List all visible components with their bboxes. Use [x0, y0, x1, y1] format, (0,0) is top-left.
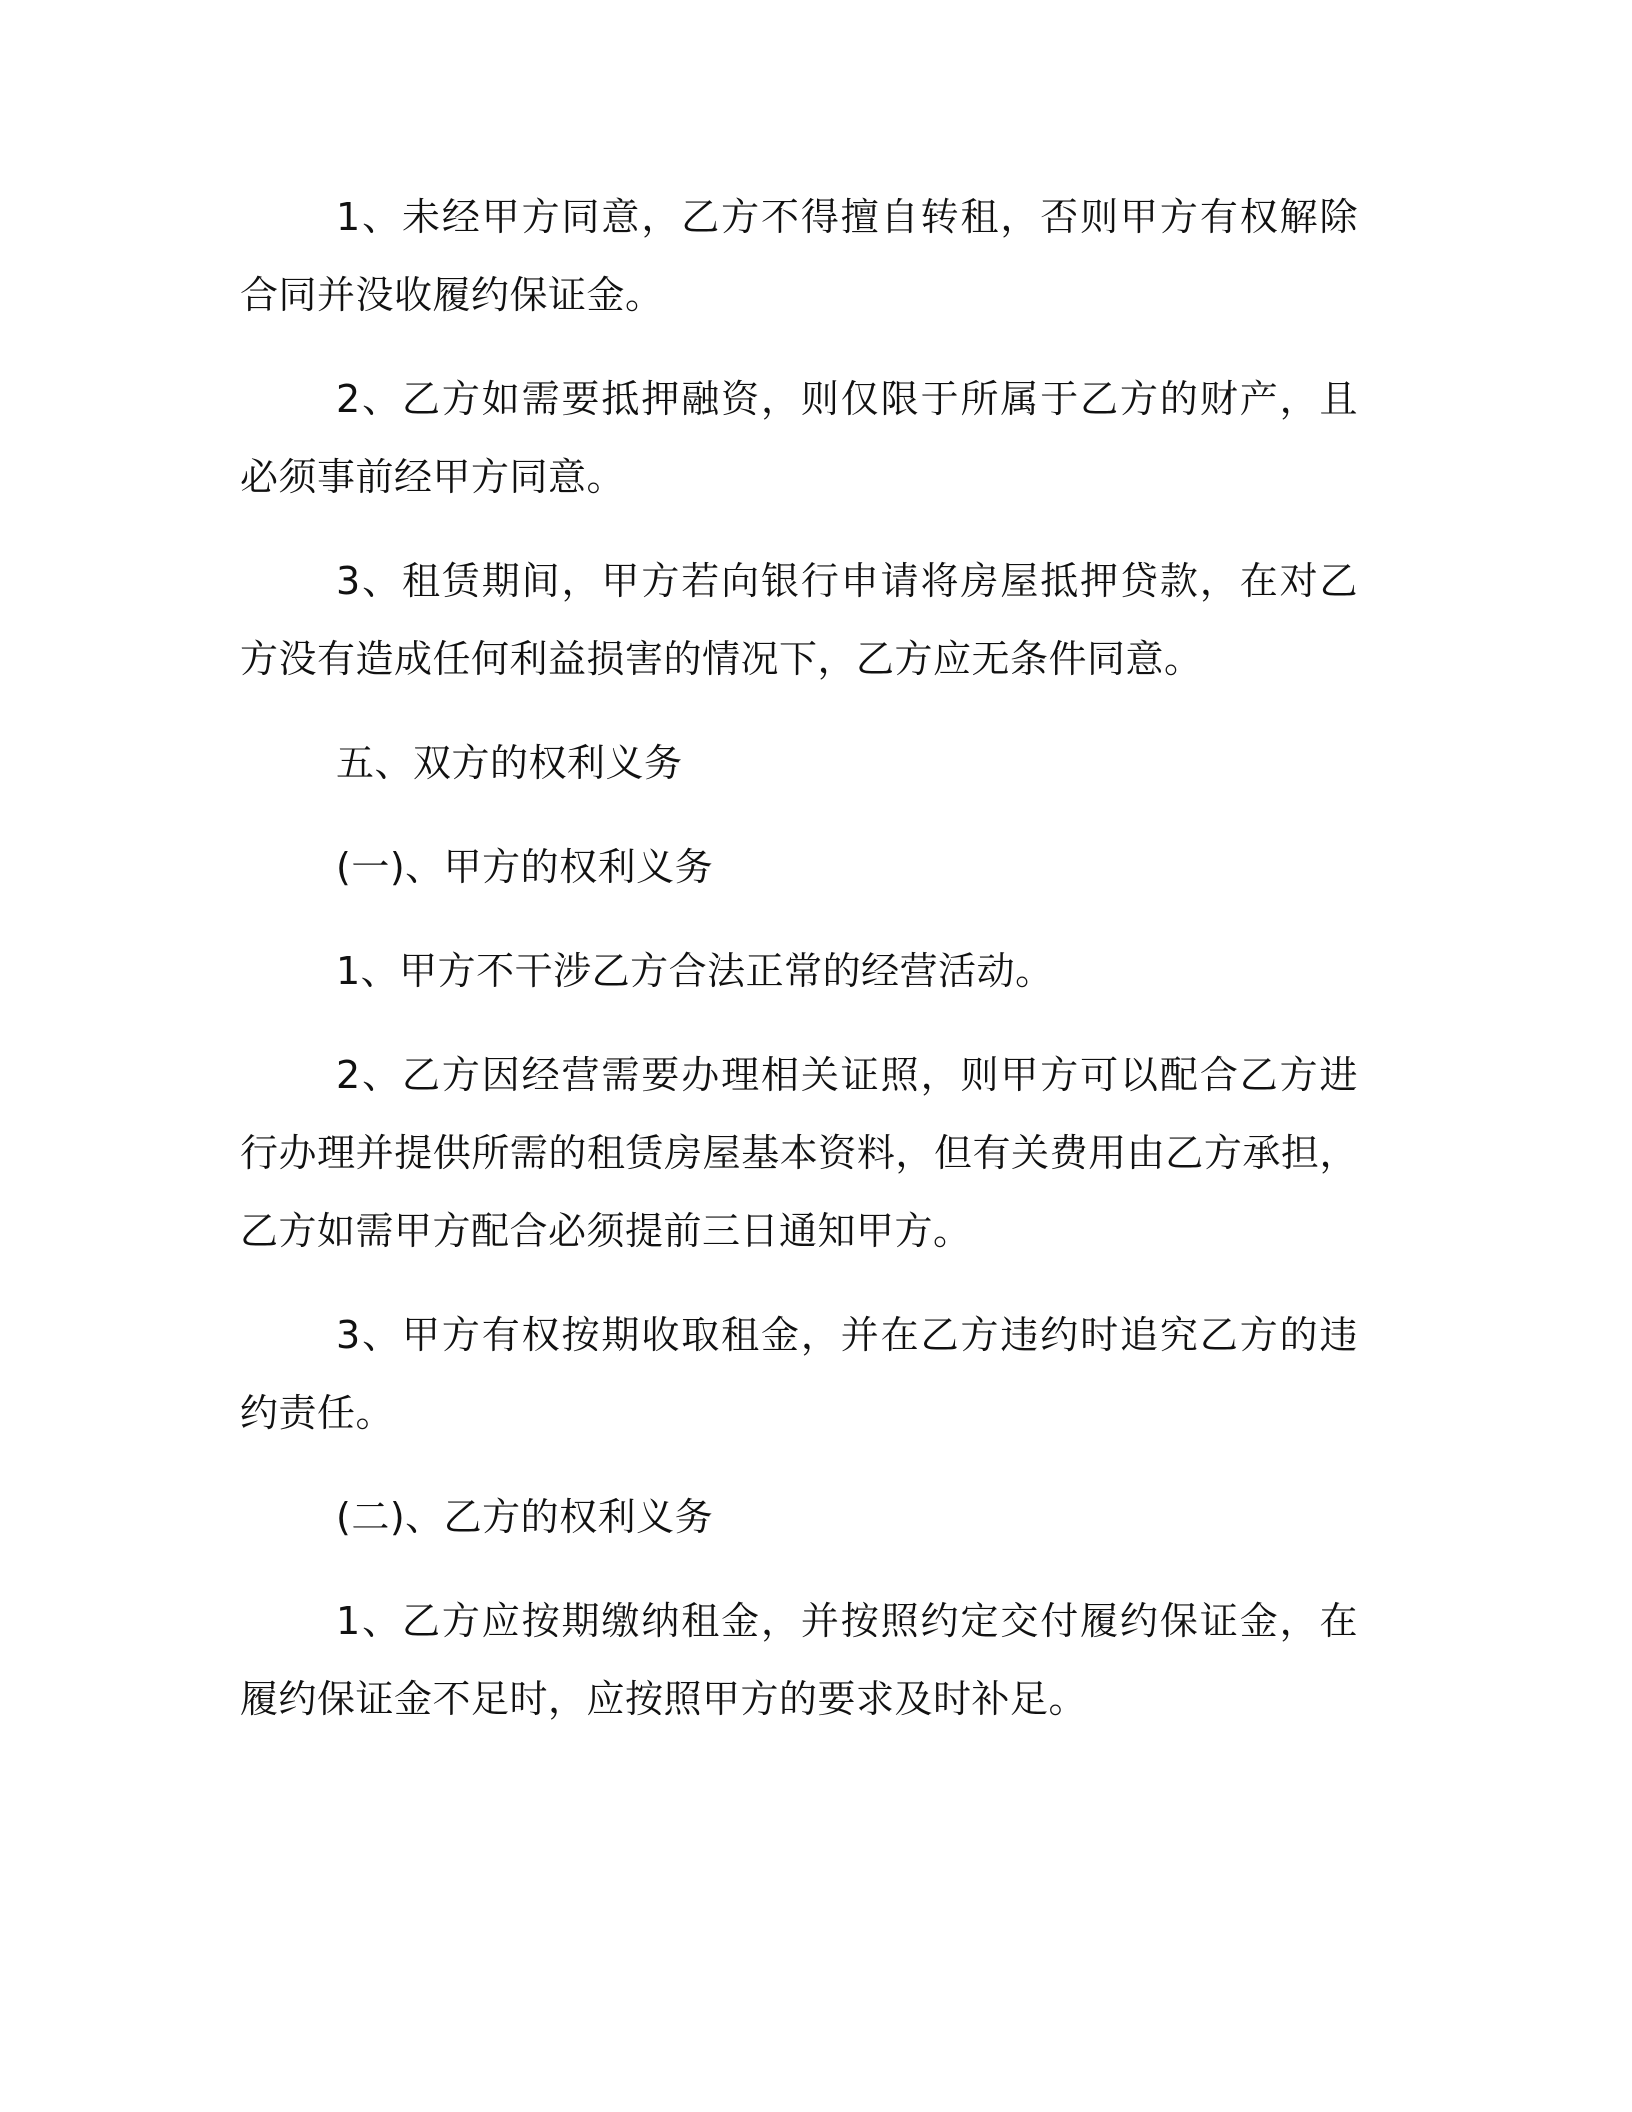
- clause-paragraph: 3、甲方有权按期收取租金，并在乙方违约时追究乙方的违约责任。: [240, 1313, 1358, 1435]
- subsection-heading: (一)、甲方的权利义务: [336, 845, 714, 889]
- clause-paragraph: 2、乙方如需要抵押融资，则仅限于所属于乙方的财产，且必须事前经甲方同意。: [240, 377, 1358, 499]
- clause-paragraph: 1、未经甲方同意，乙方不得擅自转租，否则甲方有权解除合同并没收履约保证金。: [240, 195, 1358, 317]
- clause-paragraph: 1、甲方不干涉乙方合法正常的经营活动。: [336, 949, 1054, 993]
- subsection-heading: (二)、乙方的权利义务: [336, 1495, 714, 1539]
- clause-paragraph: 1、乙方应按期缴纳租金，并按照约定交付履约保证金，在履约保证金不足时，应按照甲方的要求及时补足。: [240, 1599, 1358, 1721]
- document-body: [240, 178, 1358, 1764]
- section-heading: 五、双方的权利义务: [336, 741, 683, 785]
- clause-paragraph: 3、租赁期间，甲方若向银行申请将房屋抵押贷款，在对乙方没有造成任何利益损害的情况下，乙方应无条件同意。: [240, 559, 1358, 681]
- clause-paragraph: 2、乙方因经营需要办理相关证照，则甲方可以配合乙方进行办理并提供所需的租赁房屋基本资料，但有关费用由乙方承担，乙方如需甲方配合必须提前三日通知甲方。: [240, 1053, 1358, 1253]
